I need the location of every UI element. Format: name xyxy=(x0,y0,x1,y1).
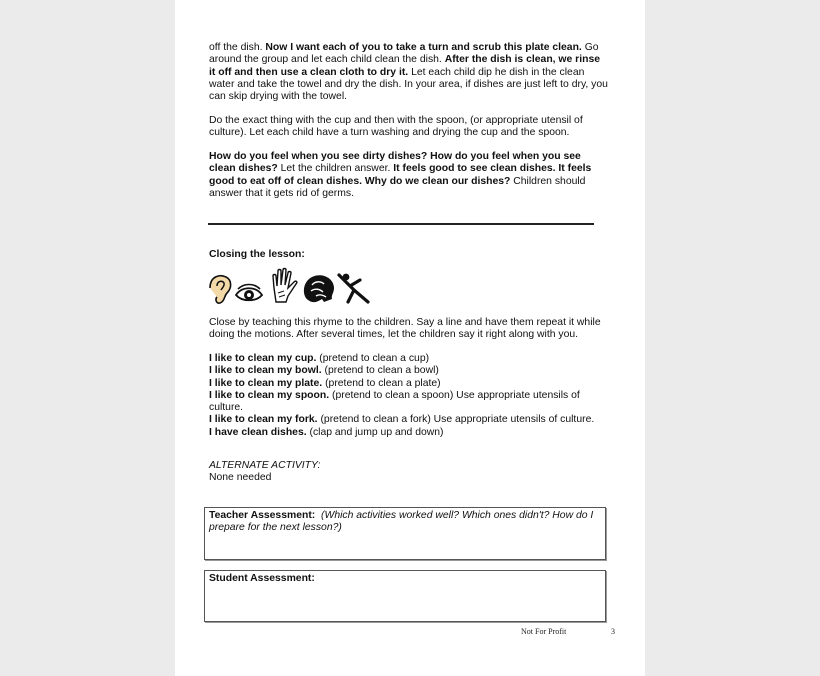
rhyme-line: I like to clean my spoon. (pretend to clean a spoon) Use appropriate utensils of culture. xyxy=(209,389,580,414)
feelings-paragraph: How do you feel when you see dirty dishes? How do you feel when you see clean dishes? Let the children answer. It feels good to see clean dishes. It feels good to eat off of clean dishes. Why do we clean our dishes? Children should answer that it gets rid of germs. xyxy=(209,151,592,199)
rhyme-line: I like to clean my fork. (pretend to clean a fork) Use appropriate utensils of culture. xyxy=(209,414,595,426)
document-page xyxy=(175,0,645,676)
page-number: 3 xyxy=(611,627,615,636)
closing-instructions: Close by teaching this rhyme to the children. Say a line and have them repeat it while doing the motions. After several times, let the children say it right along with you. xyxy=(209,317,601,341)
closing-heading: Closing the lesson: xyxy=(209,249,305,260)
footer-text: Not For Profit xyxy=(521,627,567,636)
student-assessment-label: Student Assessment: xyxy=(209,573,315,584)
teacher-assessment-box xyxy=(204,507,606,560)
section-divider xyxy=(208,223,594,225)
rhyme-line: I like to clean my cup. (pretend to clean a cup) xyxy=(209,353,430,364)
rhyme-line: I like to clean my bowl. (pretend to clean a bowl) xyxy=(209,365,439,377)
teacher-assessment-label: Teacher Assessment: xyxy=(209,510,316,521)
student-assessment-box xyxy=(204,570,606,622)
hand-icon xyxy=(273,269,297,303)
rhyme-list xyxy=(209,353,609,439)
teacher-assessment-prompt: (Which activities worked well? Which ones didn't? How do I prepare for the next lesson?) xyxy=(209,510,594,534)
brain-icon xyxy=(304,275,334,302)
intro-paragraph: off the dish. Now I want each of you to take a turn and scrub this plate clean. Go around the group and let each child clean the dish. After the dish is clean, we rinse it off and then use a clean cloth to dry it. Let each child dip he dish in the clean water and take the towel and dry the dish. In your area, if dishes are just left to dry, you can skip drying with the towel. xyxy=(209,42,608,103)
alternate-text: None needed xyxy=(209,472,272,484)
alternate-heading: ALTERNATE ACTIVITY: xyxy=(209,460,321,471)
activity-icons xyxy=(208,266,378,306)
alternate-activity xyxy=(209,460,609,485)
rhyme-line: I have clean dishes. (clap and jump up and down) xyxy=(209,426,444,438)
stretching-person-icon xyxy=(339,274,368,302)
cup-paragraph: Do the exact thing with the cup and then with the spoon, (or appropriate utensil of culture). Let each child have a turn washing and drying the cup and the spoon. xyxy=(209,115,583,139)
eye-icon xyxy=(236,285,262,301)
rhyme-line: I like to clean my plate. (pretend to clean a plate) xyxy=(209,377,441,389)
ear-icon xyxy=(210,276,231,303)
